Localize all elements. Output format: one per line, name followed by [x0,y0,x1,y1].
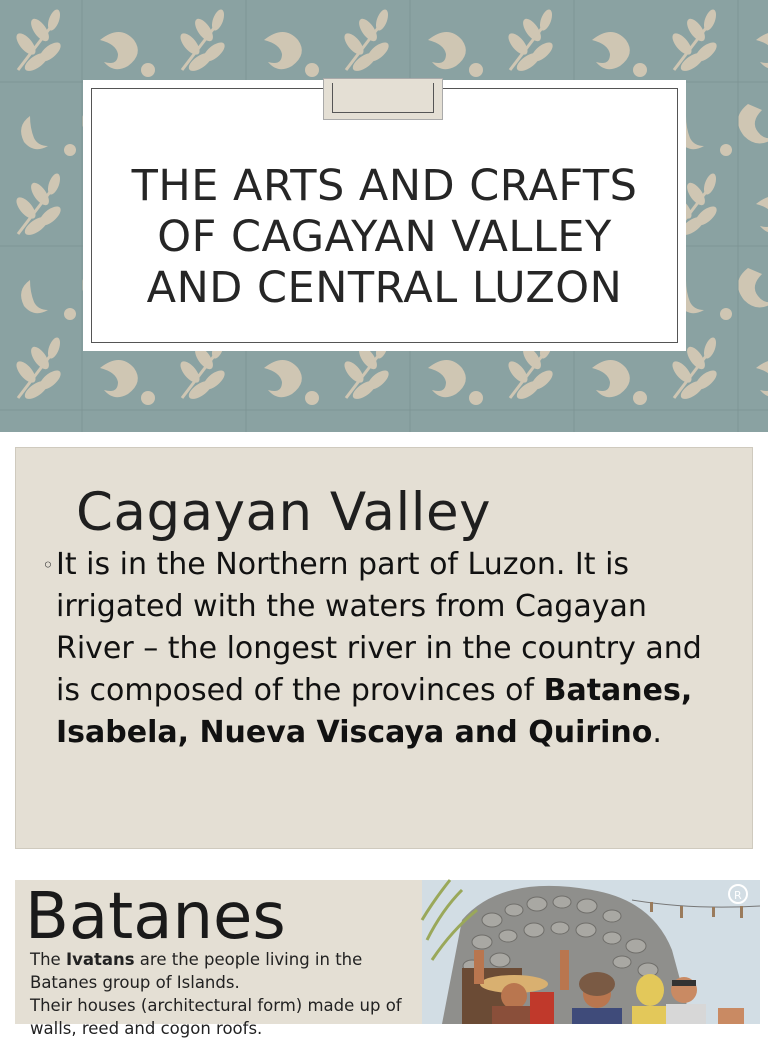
slide-heading: Cagayan Valley [76,482,491,543]
text-the: The [30,950,66,969]
bullet-paragraph [42,544,722,754]
bullet-icon: ◦ [42,553,54,577]
paragraph-text [42,544,722,754]
cagayan-valley-slide [15,447,753,849]
title-card [83,80,686,351]
paragraph-text-plain: It is in the Northern part of Luzon. It is irrigated with the waters from Cagayan River – the longest river in the country and is composed of the provinces of [56,547,702,708]
title-slide [0,0,768,432]
text-rest: are the people living in the Batanes group of Islands. [30,950,363,992]
ivatans-bold: Ivatans [65,950,135,969]
page-title [93,161,676,314]
provinces-bold: Batanes, Isabela, Nueva Viscaya and Quirino [56,673,693,750]
title-card-tab [323,78,443,120]
paragraph-end: . [652,715,662,750]
title-line-1: THE ARTS AND CRAFTS [131,160,638,211]
ivatan-photo [422,880,760,1024]
title-line-2: OF CAGAYAN VALLEY [157,211,612,262]
svg-text:R: R [734,889,742,902]
title-line-3: AND CENTRAL LUZON [146,262,623,313]
description-line-2: Their houses (architectural form) made up of walls, reed and cogon roofs. [30,996,402,1038]
batanes-slide [15,880,760,1038]
photo-illustration [422,880,760,1024]
batanes-description [30,948,425,1040]
slide-heading: Batanes [25,880,286,954]
description-line-1 [30,948,425,994]
